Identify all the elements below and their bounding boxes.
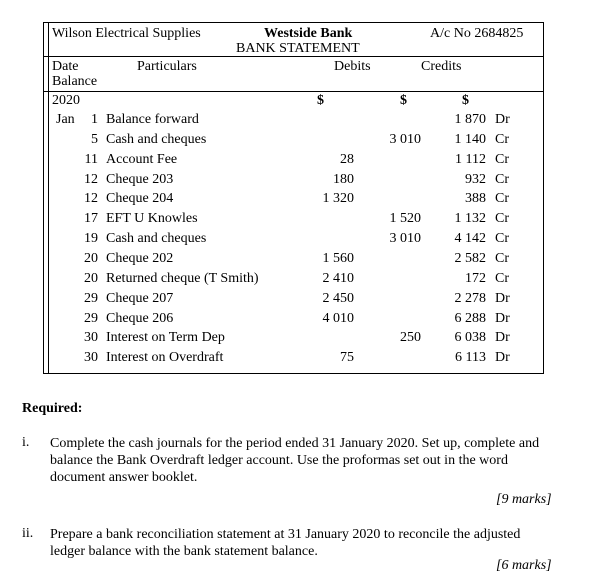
required-heading: Required: <box>22 401 83 416</box>
item-ii-text: Prepare a bank reconciliation statement at 31 January 2020 to reconcile the adjusted ledger balance with the bank statement balance. <box>50 527 521 559</box>
row-particulars: Returned cheque (T Smith) <box>106 270 259 286</box>
row-particulars: Cheque 203 <box>106 171 174 187</box>
row-credit: 1 520 <box>389 211 421 227</box>
row-particulars: Interest on Overdraft <box>106 350 224 366</box>
row-particulars: Cheque 202 <box>106 250 174 266</box>
row-day: 20 <box>84 250 98 266</box>
table-row <box>44 152 543 172</box>
row-dr-cr: Cr <box>495 191 509 207</box>
row-debit: 28 <box>340 151 354 167</box>
row-balance: 932 <box>465 171 486 187</box>
company-name: Wilson Electrical Supplies <box>52 26 201 41</box>
row-dr-cr: Dr <box>495 112 510 127</box>
credits-currency: $ <box>400 93 407 108</box>
row-day: 30 <box>84 330 98 346</box>
column-header-divider <box>44 91 543 92</box>
row-debit: 2 450 <box>322 290 354 306</box>
row-day: 11 <box>84 151 98 167</box>
row-balance: 1 132 <box>454 211 486 227</box>
table-row <box>44 112 543 132</box>
table-row <box>44 191 543 211</box>
item-i-numeral: i. <box>22 435 30 450</box>
row-balance: 2 582 <box>454 250 486 266</box>
row-balance: 1 140 <box>454 131 486 147</box>
account-number: A/c No 2684825 <box>430 26 524 41</box>
row-day: 29 <box>84 290 98 306</box>
item-i-text: Complete the cash journals for the period ended 31 January 2020. Set up, complete and balance the Bank Overdraft ledger account. Use the proformas set out in the word document answer booklet. <box>50 436 540 485</box>
row-day: 19 <box>84 231 98 247</box>
row-balance: 172 <box>465 270 486 286</box>
table-row <box>44 251 543 271</box>
row-debit: 4 010 <box>322 310 354 326</box>
row-balance: 6 113 <box>455 350 486 366</box>
row-month: Jan <box>56 112 75 127</box>
row-debit: 75 <box>340 350 354 366</box>
table-row <box>44 132 543 152</box>
row-dr-cr: Dr <box>495 330 510 346</box>
row-debit: 1 320 <box>322 191 354 207</box>
row-particulars: Cheque 206 <box>106 310 174 326</box>
row-balance: 6 038 <box>454 330 486 346</box>
row-debit: 2 410 <box>322 270 354 286</box>
row-debit: 1 560 <box>322 250 354 266</box>
row-debit: 180 <box>333 171 354 187</box>
row-particulars: Cash and cheques <box>106 231 207 247</box>
row-day: 1 <box>91 112 98 127</box>
row-particulars: Cash and cheques <box>106 131 207 147</box>
row-day: 30 <box>84 350 98 366</box>
row-dr-cr: Cr <box>495 131 509 147</box>
row-day: 12 <box>84 191 98 207</box>
column-credits: Credits <box>421 59 462 74</box>
debits-currency: $ <box>317 93 324 108</box>
row-dr-cr: Cr <box>495 171 509 187</box>
column-balance-label: Balance <box>52 74 98 89</box>
balance-currency: $ <box>462 93 469 108</box>
table-row <box>44 211 543 231</box>
bank-name: Westside Bank <box>264 26 353 41</box>
table-row <box>44 231 543 251</box>
column-date: Date <box>52 59 79 74</box>
year-label: 2020 <box>52 93 80 108</box>
table-row <box>44 291 543 311</box>
row-particulars: Interest on Term Dep <box>106 330 225 346</box>
row-day: 20 <box>84 270 98 286</box>
row-day: 5 <box>91 131 98 147</box>
row-dr-cr: Cr <box>495 270 509 286</box>
row-balance: 1 112 <box>455 151 486 167</box>
item-i-marks: [9 marks] <box>496 492 552 507</box>
row-balance: 2 278 <box>454 290 486 306</box>
item-ii-marks: [6 marks] <box>496 558 552 573</box>
item-ii-numeral: ii. <box>22 526 34 541</box>
row-dr-cr: Dr <box>495 310 510 326</box>
statement-title: BANK STATEMENT <box>236 41 360 56</box>
row-balance: 388 <box>465 191 486 207</box>
row-particulars: EFT U Knowles <box>106 211 198 227</box>
row-day: 29 <box>84 310 98 326</box>
column-particulars: Particulars <box>137 59 197 74</box>
row-dr-cr: Cr <box>495 250 509 266</box>
row-credit: 3 010 <box>389 231 421 247</box>
row-particulars: Balance forward <box>106 112 199 127</box>
row-credit: 3 010 <box>389 131 421 147</box>
row-dr-cr: Dr <box>495 290 510 306</box>
table-row <box>44 330 543 350</box>
row-dr-cr: Cr <box>495 211 509 227</box>
row-particulars: Cheque 207 <box>106 290 174 306</box>
row-day: 17 <box>84 211 98 227</box>
row-credit: 250 <box>400 330 421 346</box>
table-row <box>44 172 543 192</box>
row-balance: 1 870 <box>454 112 486 127</box>
table-row <box>44 311 543 331</box>
row-balance: 6 288 <box>454 310 486 326</box>
column-debits: Debits <box>334 59 371 74</box>
row-particulars: Cheque 204 <box>106 191 174 207</box>
table-row <box>44 271 543 291</box>
row-dr-cr: Cr <box>495 151 509 167</box>
bank-statement-table <box>43 22 544 374</box>
row-balance: 4 142 <box>454 231 486 247</box>
row-day: 12 <box>84 171 98 187</box>
row-particulars: Account Fee <box>106 151 178 167</box>
table-row <box>44 350 543 370</box>
row-dr-cr: Cr <box>495 231 509 247</box>
row-dr-cr: Dr <box>495 350 510 366</box>
